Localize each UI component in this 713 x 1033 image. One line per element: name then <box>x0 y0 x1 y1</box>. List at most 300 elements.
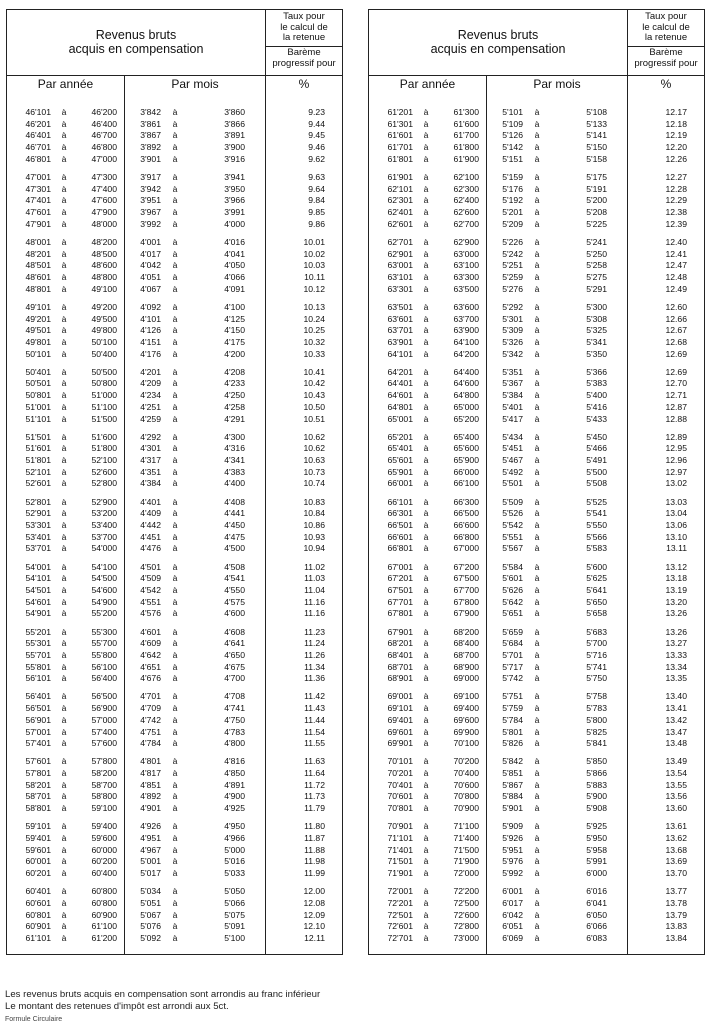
month-to: 5'850 <box>586 756 607 767</box>
month-to: 5'091 <box>224 921 245 932</box>
year-to: 62'700 <box>453 218 479 229</box>
separator: à <box>172 366 178 377</box>
month-from: 5'251 <box>502 260 523 271</box>
table-row <box>7 314 342 326</box>
month-to: 5'366 <box>586 366 607 377</box>
rate-percent: 13.68 <box>665 844 687 855</box>
rate-percent: 11.34 <box>304 661 325 672</box>
year-to: 67'700 <box>453 584 479 595</box>
year-from: 47'901 <box>25 218 51 229</box>
separator: à <box>423 543 429 554</box>
row-group <box>369 432 704 490</box>
table-row <box>7 856 342 868</box>
year-to: 66'000 <box>453 466 479 477</box>
year-to: 54'000 <box>91 543 117 554</box>
separator: à <box>423 803 429 814</box>
month-to: 4'258 <box>224 401 245 412</box>
table-row <box>7 455 342 467</box>
month-to: 5'625 <box>586 573 607 584</box>
table-row <box>7 154 342 166</box>
month-to: 5'416 <box>586 401 607 412</box>
month-to: 5'150 <box>586 142 607 153</box>
separator: à <box>423 756 429 767</box>
year-from: 60'901 <box>25 921 51 932</box>
rate-percent: 12.69 <box>665 366 687 377</box>
month-from: 5'417 <box>502 413 523 424</box>
table-row <box>369 543 704 555</box>
year-to: 67'500 <box>453 573 479 584</box>
year-from: 54'601 <box>25 596 51 607</box>
year-to: 48'200 <box>91 236 117 247</box>
year-to: 55'200 <box>91 608 117 619</box>
separator: à <box>61 401 67 412</box>
rate-percent: 11.36 <box>304 673 325 684</box>
rate-percent: 10.62 <box>303 443 325 454</box>
month-to: 4'441 <box>224 508 245 519</box>
year-from: 58'701 <box>25 791 51 802</box>
year-from: 68'201 <box>387 638 413 649</box>
table-row <box>369 768 704 780</box>
table-row <box>7 184 342 196</box>
month-from: 5'451 <box>502 443 523 454</box>
separator: à <box>61 390 67 401</box>
separator: à <box>423 584 429 595</box>
separator: à <box>423 195 429 206</box>
month-to: 5'500 <box>586 466 607 477</box>
year-to: 54'900 <box>91 596 117 607</box>
table-row <box>7 821 342 833</box>
year-from: 71'101 <box>387 833 413 843</box>
rate-percent: 10.51 <box>303 413 325 424</box>
month-to: 3'860 <box>224 107 245 117</box>
year-from: 48'501 <box>25 260 51 271</box>
month-from: 4'092 <box>140 301 161 312</box>
table-row <box>369 821 704 833</box>
table-row <box>7 378 342 390</box>
month-from: 5'467 <box>502 455 523 466</box>
year-to: 65'200 <box>453 413 479 424</box>
separator: à <box>61 691 67 702</box>
separator: à <box>423 183 429 194</box>
separator: à <box>423 496 429 507</box>
year-to: 60'900 <box>91 909 117 920</box>
year-to: 66'600 <box>453 520 479 530</box>
separator: à <box>172 218 178 229</box>
year-to: 71'400 <box>453 833 479 843</box>
month-to: 4'175 <box>224 336 245 347</box>
rate-percent: 13.42 <box>665 714 687 725</box>
table-row <box>7 349 342 361</box>
table-row <box>369 520 704 532</box>
month-to: 5'300 <box>586 301 607 312</box>
year-from: 66'301 <box>387 508 413 519</box>
scale-header: Barème progressif pour <box>634 47 698 69</box>
separator: à <box>172 779 178 790</box>
row-group <box>7 562 342 620</box>
table-row <box>369 703 704 715</box>
year-to: 58'800 <box>91 791 117 802</box>
table-row <box>7 390 342 402</box>
year-to: 60'200 <box>91 856 117 867</box>
month-to: 4'966 <box>224 833 245 843</box>
separator: à <box>534 401 540 412</box>
month-from: 4'892 <box>140 791 161 802</box>
month-from: 5'659 <box>502 626 523 637</box>
rate-percent: 12.26 <box>665 153 687 164</box>
separator: à <box>61 844 67 855</box>
table-row <box>7 508 342 520</box>
table-row <box>369 921 704 933</box>
month-from: 6'001 <box>502 886 523 897</box>
year-to: 61'600 <box>453 118 479 129</box>
separator: à <box>423 118 429 129</box>
month-to: 5'900 <box>586 791 607 802</box>
year-to: 61'300 <box>453 107 479 117</box>
separator: à <box>61 107 67 117</box>
separator: à <box>61 596 67 607</box>
table-row <box>369 207 704 219</box>
table-row <box>369 402 704 414</box>
month-from: 5'584 <box>502 561 523 572</box>
month-from: 4'676 <box>140 673 161 684</box>
month-from: 5'001 <box>140 856 161 867</box>
table-row <box>369 845 704 857</box>
month-from: 4'292 <box>140 431 161 442</box>
year-from: 69'601 <box>387 726 413 737</box>
month-to: 5'158 <box>586 153 607 164</box>
table-row <box>369 562 704 574</box>
separator: à <box>534 508 540 519</box>
separator: à <box>172 153 178 164</box>
row-group <box>7 497 342 555</box>
separator: à <box>61 868 67 879</box>
separator: à <box>172 803 178 814</box>
separator: à <box>534 921 540 932</box>
year-to: 71'100 <box>453 821 479 832</box>
table-row <box>369 142 704 154</box>
rate-percent: 13.26 <box>665 608 687 619</box>
table-row <box>7 520 342 532</box>
rate-percent: 12.09 <box>303 909 325 920</box>
month-to: 5'000 <box>224 844 245 855</box>
separator: à <box>423 868 429 879</box>
table-row <box>7 921 342 933</box>
separator: à <box>172 301 178 312</box>
rate-percent: 10.13 <box>303 301 325 312</box>
year-to: 46'800 <box>91 142 117 153</box>
month-from: 4'051 <box>140 271 161 282</box>
month-from: 5'976 <box>502 856 523 867</box>
separator: à <box>534 661 540 672</box>
year-to: 52'900 <box>91 496 117 507</box>
separator: à <box>423 638 429 649</box>
year-to: 69'400 <box>453 703 479 714</box>
month-to: 5'191 <box>586 183 607 194</box>
month-to: 4'750 <box>224 714 245 725</box>
row-group <box>369 172 704 230</box>
table-row <box>7 845 342 857</box>
month-from: 5'642 <box>502 596 523 607</box>
separator: à <box>534 673 540 684</box>
table-rows <box>7 107 342 951</box>
month-to: 4'600 <box>224 608 245 619</box>
row-group <box>369 691 704 749</box>
separator: à <box>61 886 67 897</box>
year-from: 66'001 <box>387 478 413 489</box>
year-to: 65'900 <box>453 455 479 466</box>
year-from: 70'801 <box>387 803 413 814</box>
separator: à <box>534 608 540 619</box>
table-row <box>7 886 342 898</box>
month-to: 5'883 <box>586 779 607 790</box>
separator: à <box>61 195 67 206</box>
year-to: 72'600 <box>453 909 479 920</box>
month-from: 5'176 <box>502 183 523 194</box>
month-to: 4'700 <box>224 673 245 684</box>
month-from: 4'067 <box>140 283 161 294</box>
rate-percent: 12.19 <box>665 130 687 141</box>
month-to: 5'658 <box>586 608 607 619</box>
separator: à <box>534 638 540 649</box>
month-from: 6'042 <box>502 909 523 920</box>
separator: à <box>172 183 178 194</box>
year-to: 66'500 <box>453 508 479 519</box>
year-from: 56'401 <box>25 691 51 702</box>
separator: à <box>534 142 540 153</box>
year-to: 65'000 <box>453 401 479 412</box>
table-row <box>369 497 704 509</box>
year-from: 63'701 <box>387 325 413 336</box>
separator: à <box>61 921 67 932</box>
separator: à <box>423 531 429 542</box>
table-row <box>369 107 704 119</box>
separator: à <box>534 130 540 141</box>
separator: à <box>534 714 540 725</box>
year-to: 72'500 <box>453 897 479 908</box>
separator: à <box>423 401 429 412</box>
year-from: 54'001 <box>25 561 51 572</box>
month-from: 5'142 <box>502 142 523 153</box>
year-to: 48'800 <box>91 271 117 282</box>
separator: à <box>61 703 67 714</box>
separator: à <box>534 520 540 530</box>
rate-percent: 11.04 <box>304 584 325 595</box>
month-from: 4'017 <box>140 248 161 259</box>
year-from: 57'001 <box>25 726 51 737</box>
table-row <box>7 727 342 739</box>
month-from: 5'259 <box>502 271 523 282</box>
month-to: 5'491 <box>586 455 607 466</box>
separator: à <box>61 803 67 814</box>
separator: à <box>172 821 178 832</box>
separator: à <box>61 520 67 530</box>
year-to: 47'000 <box>91 153 117 164</box>
year-from: 46'201 <box>25 118 51 129</box>
month-from: 4'176 <box>140 348 161 359</box>
year-from: 57'601 <box>25 756 51 767</box>
separator: à <box>423 856 429 867</box>
month-from: 5'101 <box>502 107 523 117</box>
year-from: 67'501 <box>387 584 413 595</box>
separator: à <box>61 584 67 595</box>
separator: à <box>61 909 67 920</box>
rate-percent: 12.08 <box>303 897 325 908</box>
rate-percent: 11.24 <box>304 638 325 649</box>
rate-percent: 13.78 <box>665 897 687 908</box>
year-from: 52'901 <box>25 508 51 519</box>
table-row <box>369 886 704 898</box>
month-from: 5'992 <box>502 868 523 879</box>
rate-percent: 12.38 <box>665 207 687 217</box>
separator: à <box>423 301 429 312</box>
table-row <box>7 237 342 249</box>
year-to: 67'000 <box>453 543 479 554</box>
month-from: 4'401 <box>140 496 161 507</box>
table-row <box>7 302 342 314</box>
year-to: 53'700 <box>91 531 117 542</box>
month-to: 5'650 <box>586 596 607 607</box>
rate-percent: 9.85 <box>308 207 325 217</box>
separator: à <box>534 153 540 164</box>
separator: à <box>172 248 178 259</box>
year-from: 70'601 <box>387 791 413 802</box>
month-from: 5'501 <box>502 478 523 489</box>
separator: à <box>61 313 67 324</box>
rate-percent: 12.95 <box>665 443 687 454</box>
year-to: 71'500 <box>453 844 479 855</box>
table-row <box>7 272 342 284</box>
footnote-form-name: Formule Circulaire <box>5 1016 63 1023</box>
table-row <box>7 367 342 379</box>
table-row <box>369 260 704 272</box>
year-from: 69'401 <box>387 714 413 725</box>
separator: à <box>172 868 178 879</box>
month-to: 4'891 <box>224 779 245 790</box>
month-to: 4'925 <box>224 803 245 814</box>
year-from: 49'801 <box>25 336 51 347</box>
month-to: 5'700 <box>586 638 607 649</box>
separator: à <box>534 909 540 920</box>
row-group <box>369 237 704 295</box>
month-to: 5'308 <box>586 313 607 324</box>
year-to: 48'000 <box>91 218 117 229</box>
separator: à <box>534 443 540 454</box>
separator: à <box>534 496 540 507</box>
separator: à <box>61 443 67 454</box>
separator: à <box>534 378 540 389</box>
month-from: 5'542 <box>502 520 523 530</box>
month-to: 5'141 <box>586 130 607 141</box>
rate-percent: 11.43 <box>304 703 325 714</box>
rate-percent: 11.03 <box>304 573 325 584</box>
year-to: 72'200 <box>453 886 479 897</box>
table-row <box>369 172 704 184</box>
year-to: 62'900 <box>453 236 479 247</box>
rate-percent: 13.06 <box>665 520 687 530</box>
separator: à <box>61 738 67 749</box>
table-row <box>369 432 704 444</box>
separator: à <box>172 608 178 619</box>
year-to: 52'800 <box>91 478 117 489</box>
month-from: 4'151 <box>140 336 161 347</box>
separator: à <box>172 909 178 920</box>
year-from: 47'301 <box>25 183 51 194</box>
separator: à <box>534 431 540 442</box>
year-from: 51'001 <box>25 401 51 412</box>
separator: à <box>61 608 67 619</box>
separator: à <box>172 325 178 336</box>
year-from: 47'601 <box>25 207 51 217</box>
year-from: 58'201 <box>25 779 51 790</box>
year-from: 64'601 <box>387 390 413 401</box>
separator: à <box>534 271 540 282</box>
separator: à <box>423 378 429 389</box>
rate-percent: 13.56 <box>665 791 687 802</box>
month-from: 5'601 <box>502 573 523 584</box>
year-from: 67'001 <box>387 561 413 572</box>
year-to: 49'200 <box>91 301 117 312</box>
table-row <box>7 933 342 945</box>
row-group <box>369 107 704 165</box>
month-from: 4'351 <box>140 466 161 477</box>
table-row <box>369 627 704 639</box>
year-to: 65'600 <box>453 443 479 454</box>
year-from: 63'601 <box>387 313 413 324</box>
rate-percent: 10.86 <box>303 520 325 530</box>
separator: à <box>61 348 67 359</box>
rate-percent: 9.44 <box>308 118 325 129</box>
month-to: 4'641 <box>224 638 245 649</box>
rate-percent: 11.02 <box>304 561 325 572</box>
separator: à <box>534 856 540 867</box>
month-from: 4'784 <box>140 738 161 749</box>
year-from: 50'101 <box>25 348 51 359</box>
month-to: 6'041 <box>586 897 607 908</box>
month-from: 5'126 <box>502 130 523 141</box>
separator: à <box>172 703 178 714</box>
separator: à <box>534 313 540 324</box>
month-to: 3'991 <box>224 207 245 217</box>
rate-percent: 12.68 <box>665 336 687 347</box>
month-from: 3'967 <box>140 207 161 217</box>
month-to: 5'225 <box>586 218 607 229</box>
month-to: 4'575 <box>224 596 245 607</box>
month-from: 5'717 <box>502 661 523 672</box>
separator: à <box>172 673 178 684</box>
year-from: 56'101 <box>25 673 51 684</box>
separator: à <box>534 726 540 737</box>
year-from: 62'101 <box>387 183 413 194</box>
rate-percent: 12.47 <box>665 260 687 271</box>
rate-percent: 11.23 <box>304 626 325 637</box>
year-from: 49'501 <box>25 325 51 336</box>
year-from: 48'601 <box>25 271 51 282</box>
rate-percent: 12.97 <box>665 466 687 477</box>
year-to: 50'500 <box>91 366 117 377</box>
year-from: 72'601 <box>387 921 413 932</box>
year-to: 51'000 <box>91 390 117 401</box>
separator: à <box>534 791 540 802</box>
separator: à <box>172 584 178 595</box>
table-row <box>7 868 342 880</box>
table-row <box>369 467 704 479</box>
rate-percent: 13.40 <box>665 691 687 702</box>
month-to: 5'400 <box>586 390 607 401</box>
separator: à <box>172 768 178 779</box>
separator: à <box>423 390 429 401</box>
separator: à <box>172 508 178 519</box>
separator: à <box>423 661 429 672</box>
